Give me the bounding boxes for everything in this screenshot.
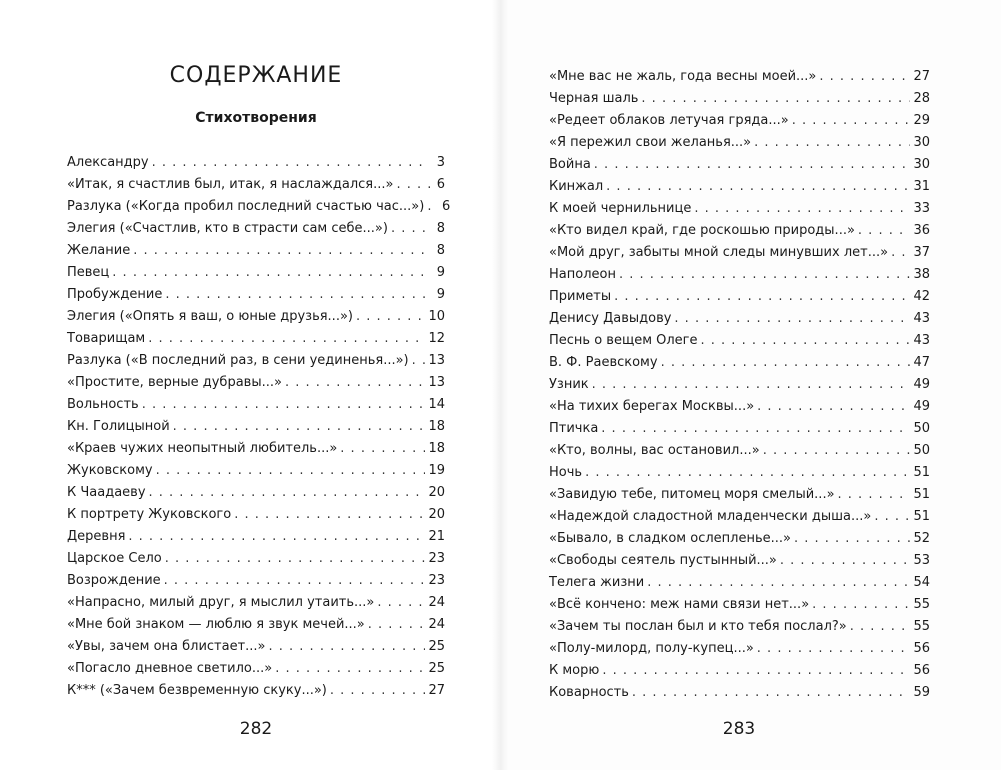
dot-leader: [391, 218, 430, 240]
dot-leader: [133, 240, 430, 262]
dot-leader: [152, 152, 430, 174]
toc-entry-title: «Зачем ты послан был и кто тебя послал?»: [549, 619, 847, 634]
dot-leader: [149, 482, 426, 504]
dot-leader: [891, 242, 910, 264]
dot-leader: [794, 528, 910, 550]
toc-entry: [67, 218, 445, 240]
toc-entry-page: 27: [428, 683, 445, 698]
toc-entry: [67, 658, 445, 680]
toc-entry-title: «Мне вас не жаль, года весны моей...»: [549, 69, 817, 84]
toc-entry-page: 43: [913, 311, 930, 326]
dot-leader: [269, 636, 426, 658]
toc-entry: [67, 350, 445, 372]
toc-entry-page: 37: [913, 245, 930, 260]
toc-entry-title: Черная шаль: [549, 91, 639, 106]
dot-leader: [661, 352, 911, 374]
toc-entry-page: 47: [913, 355, 930, 370]
toc-entry-title: «Напрасно, милый друг, я мыслил утаить...»: [67, 595, 375, 610]
toc-entry-title: «Полу-милорд, полу-купец...»: [549, 641, 754, 656]
toc-entry-page: 24: [428, 617, 445, 632]
dot-leader: [377, 592, 425, 614]
toc-entry-page: 21: [428, 529, 445, 544]
toc-entry-page: 28: [913, 91, 930, 106]
toc-entry-page: 24: [428, 595, 445, 610]
toc-entry-title: «Мне бой знаком — люблю я звук мечей...»: [67, 617, 365, 632]
toc-entry-title: Денису Давыдову: [549, 311, 672, 326]
toc-entry-title: Пробуждение: [67, 287, 163, 302]
dot-leader: [850, 616, 911, 638]
dot-leader: [330, 680, 426, 702]
dot-leader: [165, 284, 430, 306]
dot-leader: [340, 438, 425, 460]
toc-entry: [67, 592, 445, 614]
toc-entry-page: 27: [913, 69, 930, 84]
toc-entry-title: Ночь: [549, 465, 583, 480]
toc-entry-title: В. Ф. Раевскому: [549, 355, 658, 370]
toc-entry-page: 55: [913, 619, 930, 634]
toc-entry-page: 23: [428, 573, 445, 588]
dot-leader: [757, 396, 910, 418]
toc-entry-title: «Итак, я счастлив был, итак, я наслаждался...»: [67, 177, 394, 192]
toc-entry-page: 50: [913, 421, 930, 436]
toc-list-right: [549, 66, 930, 704]
toc-entry-page: 25: [428, 661, 445, 676]
toc-entry: [67, 306, 445, 328]
dot-leader: [780, 550, 911, 572]
toc-entry: [67, 526, 445, 548]
toc-entry-page: 56: [913, 641, 930, 656]
toc-entry-title: Певец: [67, 265, 110, 280]
toc-entry-title: К Чаадаеву: [67, 485, 146, 500]
toc-entry-title: «Я пережил свои желанья...»: [549, 135, 752, 150]
toc-entry-page: 9: [436, 265, 445, 280]
toc-entry-page: 53: [913, 553, 930, 568]
dot-leader: [128, 526, 425, 548]
toc-entry: [549, 462, 930, 484]
dot-leader: [632, 682, 911, 704]
toc-entry-page: 13: [428, 375, 445, 390]
toc-entry-title: Вольность: [67, 397, 139, 412]
toc-entry-title: Наполеон: [549, 267, 616, 282]
toc-entry: [67, 174, 445, 196]
dot-leader: [602, 660, 910, 682]
toc-entry-title: Коварность: [549, 685, 629, 700]
toc-entry-page: 18: [428, 441, 445, 456]
toc-entry: [67, 570, 445, 592]
toc-entry: [549, 594, 930, 616]
dot-leader: [142, 394, 426, 416]
dot-leader: [148, 328, 425, 350]
toc-entry-title: «Простите, верные дубравы...»: [67, 375, 282, 390]
toc-entry-title: Желание: [67, 243, 131, 258]
toc-entry: [549, 66, 930, 88]
toc-entry: [549, 352, 930, 374]
toc-entry: [67, 460, 445, 482]
toc-entry-title: «Всё кончено: меж нами связи нет...»: [549, 597, 810, 612]
dot-leader: [674, 308, 910, 330]
toc-entry-page: 9: [436, 287, 445, 302]
dot-leader: [275, 658, 425, 680]
toc-entry: [67, 416, 445, 438]
toc-entry: [549, 198, 930, 220]
dot-leader: [812, 594, 910, 616]
toc-entry-page: 23: [428, 551, 445, 566]
dot-leader: [427, 196, 435, 218]
page-number-left: 282: [239, 719, 273, 739]
toc-entry: [67, 548, 445, 570]
right-page: [500, 0, 1001, 770]
toc-entry-title: Деревня: [67, 529, 126, 544]
toc-entry: [549, 220, 930, 242]
dot-leader: [601, 418, 910, 440]
toc-entry-title: Разлука («В последний раз, в сени уединенья...»): [67, 353, 409, 368]
dot-leader: [838, 484, 911, 506]
toc-entry: [549, 550, 930, 572]
dot-leader: [368, 614, 426, 636]
toc-entry-page: 50: [913, 443, 930, 458]
toc-entry-page: 30: [913, 157, 930, 172]
toc-entry-title: Кн. Голицыной: [67, 419, 170, 434]
dot-leader: [606, 176, 910, 198]
toc-list-left: [67, 152, 451, 702]
toc-entry-page: 43: [913, 333, 930, 348]
section-subheading: Стихотворения: [195, 110, 317, 126]
toc-entry-page: 25: [428, 639, 445, 654]
toc-entry-title: Узник: [549, 377, 589, 392]
toc-entry: [67, 504, 445, 526]
toc-entry: [549, 330, 930, 352]
dot-leader: [592, 374, 911, 396]
toc-entry: [549, 264, 930, 286]
page-number-right: 283: [722, 719, 756, 739]
dot-leader: [701, 330, 911, 352]
toc-entry: [549, 374, 930, 396]
toc-entry: [67, 394, 445, 416]
toc-entry: [549, 418, 930, 440]
toc-entry-page: 51: [913, 465, 930, 480]
toc-entry-page: 30: [913, 135, 930, 150]
toc-entry: [67, 262, 445, 284]
toc-entry-title: К*** («Зачем безвременную скуку...»): [67, 683, 327, 698]
dot-leader: [285, 372, 426, 394]
dot-leader: [156, 460, 426, 482]
toc-entry: [549, 110, 930, 132]
toc-entry-page: 14: [428, 397, 445, 412]
toc-entry-page: 59: [913, 685, 930, 700]
toc-entry-page: 36: [913, 223, 930, 238]
toc-entry-page: 31: [913, 179, 930, 194]
toc-entry-page: 6: [436, 177, 445, 192]
toc-entry: [67, 328, 445, 350]
toc-entry-page: 3: [436, 155, 445, 170]
toc-entry: [549, 682, 930, 704]
toc-entry: [67, 240, 445, 262]
toc-entry-title: «Увы, зачем она блистает...»: [67, 639, 266, 654]
toc-entry: [549, 286, 930, 308]
toc-entry-page: 19: [428, 463, 445, 478]
toc-entry: [549, 88, 930, 110]
toc-entry: [549, 572, 930, 594]
left-page: [0, 0, 500, 770]
toc-entry-title: «Мой друг, забыты мной следы минувших лет...»: [549, 245, 889, 260]
toc-entry-title: К моей чернильнице: [549, 201, 692, 216]
dot-leader: [165, 548, 426, 570]
dot-leader: [647, 572, 910, 594]
toc-entry: [549, 638, 930, 660]
dot-leader: [614, 286, 910, 308]
dot-leader: [594, 154, 911, 176]
dot-leader: [356, 306, 425, 328]
toc-entry-title: Песнь о вещем Олеге: [549, 333, 698, 348]
dot-leader: [585, 462, 910, 484]
toc-entry-title: Царское Село: [67, 551, 162, 566]
toc-entry-page: 55: [913, 597, 930, 612]
toc-entry-page: 49: [913, 377, 930, 392]
toc-entry-title: «Надеждой сладостной младенчески дыша...»: [549, 509, 872, 524]
dot-leader: [641, 88, 910, 110]
toc-entry-page: 29: [913, 113, 930, 128]
toc-entry-page: 12: [428, 331, 445, 346]
toc-entry: [67, 482, 445, 504]
book-gutter: [492, 0, 508, 770]
toc-entry: [67, 680, 445, 702]
toc-entry-page: 51: [913, 487, 930, 502]
toc-entry: [549, 308, 930, 330]
contents-heading: СОДЕРЖАНИЕ: [169, 63, 343, 88]
toc-entry-title: Разлука («Когда пробил последний счастью час...»): [67, 199, 425, 214]
toc-entry: [549, 660, 930, 682]
toc-entry-title: «Погасло дневное светило...»: [67, 661, 273, 676]
toc-entry: [549, 154, 930, 176]
toc-entry-title: «Завидую тебе, питомец моря смелый...»: [549, 487, 835, 502]
toc-entry-title: Приметы: [549, 289, 612, 304]
toc-entry: [67, 284, 445, 306]
dot-leader: [874, 506, 910, 528]
toc-entry-title: «Редеет облаков летучая гряда...»: [549, 113, 789, 128]
dot-leader: [396, 174, 430, 196]
toc-entry-page: 49: [913, 399, 930, 414]
toc-entry-title: Птичка: [549, 421, 599, 436]
dot-leader: [763, 440, 911, 462]
toc-entry-title: Возрождение: [67, 573, 161, 588]
toc-entry: [549, 132, 930, 154]
toc-entry-title: Товарищам: [67, 331, 146, 346]
dot-leader: [112, 262, 430, 284]
toc-entry: [67, 372, 445, 394]
toc-entry-title: К морю: [549, 663, 600, 678]
toc-entry-page: 38: [913, 267, 930, 282]
toc-entry-title: Александру: [67, 155, 149, 170]
toc-entry-title: «Кто, волны, вас остановил...»: [549, 443, 760, 458]
toc-entry-title: Жуковскому: [67, 463, 153, 478]
toc-entry: [67, 196, 451, 218]
toc-entry-page: 51: [913, 509, 930, 524]
toc-entry: [67, 438, 445, 460]
toc-entry-title: Телега жизни: [549, 575, 645, 590]
toc-entry: [549, 176, 930, 198]
toc-entry-page: 18: [428, 419, 445, 434]
toc-entry-page: 8: [436, 221, 445, 236]
toc-entry-page: 20: [428, 507, 445, 522]
toc-entry: [549, 440, 930, 462]
dot-leader: [164, 570, 426, 592]
toc-entry: [549, 484, 930, 506]
toc-entry: [549, 616, 930, 638]
dot-leader: [412, 350, 426, 372]
toc-entry-title: «Бывало, в сладком ослепленье...»: [549, 531, 791, 546]
toc-entry-page: 54: [913, 575, 930, 590]
toc-entry-page: 10: [428, 309, 445, 324]
dot-leader: [858, 220, 911, 242]
dot-leader: [694, 198, 910, 220]
toc-entry-page: 42: [913, 289, 930, 304]
toc-entry-page: 13: [428, 353, 445, 368]
dot-leader: [792, 110, 911, 132]
toc-entry: [549, 528, 930, 550]
toc-entry: [549, 506, 930, 528]
toc-entry: [549, 242, 930, 264]
toc-entry-title: «Кто видел край, где роскошью природы...»: [549, 223, 855, 238]
toc-entry-title: «На тихих берегах Москвы...»: [549, 399, 755, 414]
toc-entry-page: 56: [913, 663, 930, 678]
toc-entry-title: Кинжал: [549, 179, 604, 194]
toc-entry-title: Элегия («Опять я ваш, о юные друзья...»): [67, 309, 353, 324]
toc-entry-page: 52: [913, 531, 930, 546]
toc-entry: [67, 152, 445, 174]
toc-entry: [67, 614, 445, 636]
toc-entry-title: «Краев чужих неопытный любитель...»: [67, 441, 338, 456]
dot-leader: [173, 416, 426, 438]
toc-entry: [67, 636, 445, 658]
toc-entry-title: Война: [549, 157, 591, 172]
toc-entry-page: 6: [442, 199, 451, 214]
dot-leader: [819, 66, 910, 88]
dot-leader: [757, 638, 911, 660]
toc-entry-page: 33: [913, 201, 930, 216]
toc-entry-page: 8: [436, 243, 445, 258]
toc-entry-title: Элегия («Счастлив, кто в страсти сам себе...»): [67, 221, 388, 236]
toc-entry: [549, 396, 930, 418]
dot-leader: [234, 504, 425, 526]
toc-entry-page: 20: [428, 485, 445, 500]
toc-entry-title: «Свободы сеятель пустынный...»: [549, 553, 777, 568]
dot-leader: [754, 132, 910, 154]
toc-entry-title: К портрету Жуковского: [67, 507, 232, 522]
dot-leader: [619, 264, 910, 286]
